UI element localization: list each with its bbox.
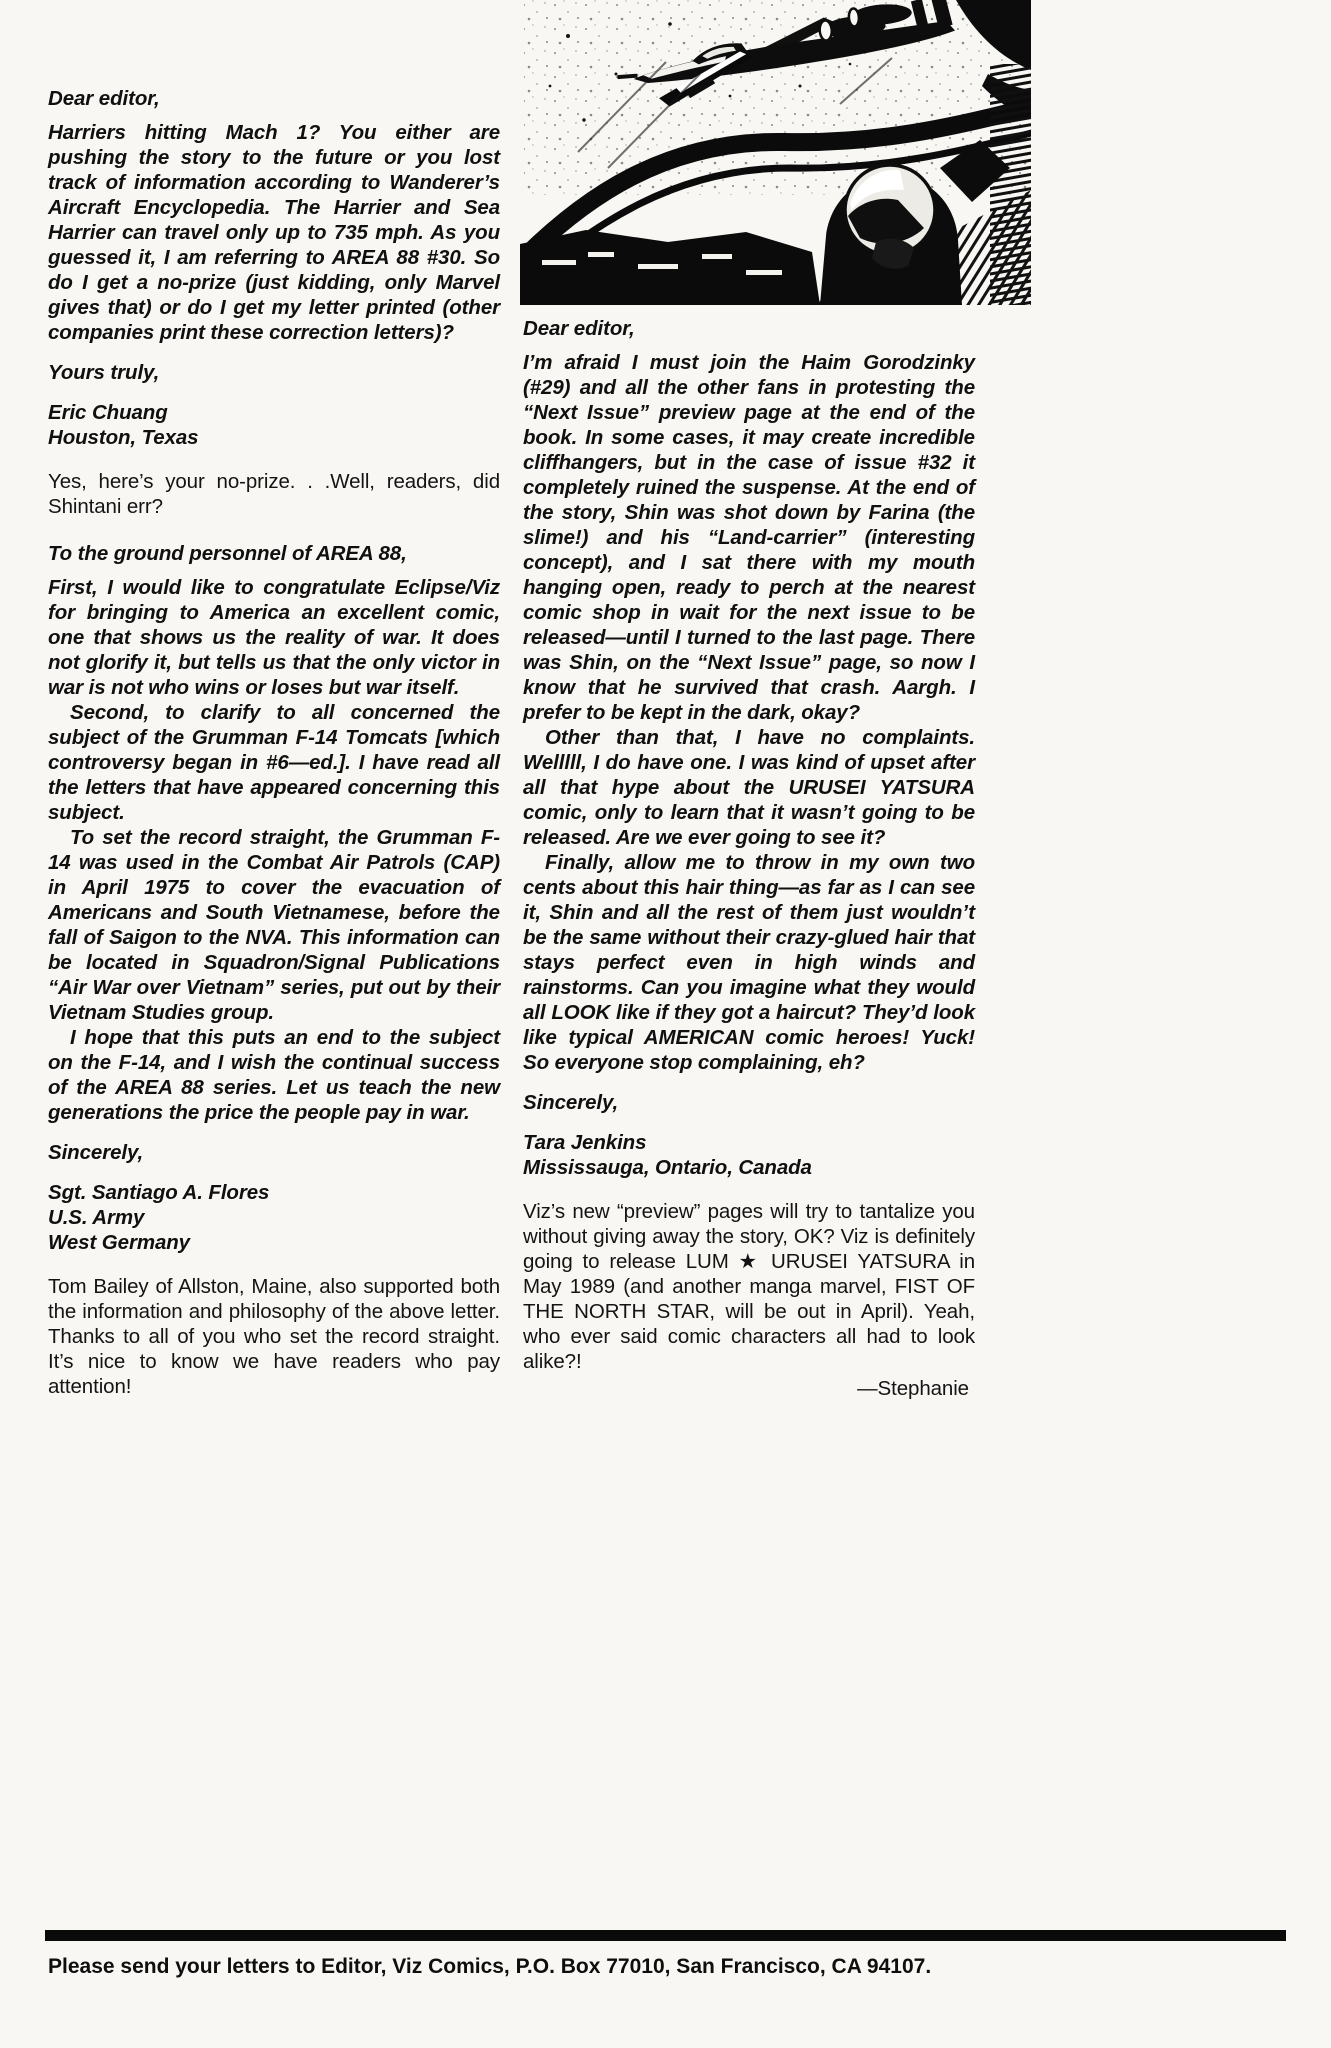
letter-eric-chuang (48, 86, 500, 450)
letter-paragraph: I hope that this puts an end to the subject on the F-14, and I wish the continual success of the AREA 88 series. Let us teach the new generations the price the people pay in war. (48, 1026, 500, 1124)
letter-paragraph: Other than that, I have no complaints. Welllll, I do have one. I was kind of upset after all that hype about the URUSEI YATSURA comic, only to learn that it wasn’t going to be released. Are we ever going to see it? (523, 726, 975, 849)
signature-line: Houston, Texas (48, 426, 199, 449)
letter-paragraph: To set the record straight, the Grumman F-14 was used in the Combat Air Patrols (CAP) in April 1975 to cover the evacuation of Americans and South Vietnamese, before the fall of Saigon to the NVA. This information can be located in Squadron/Signal Publications “Air War over Vietnam” series, put out by their Vietnam Studies group. (48, 826, 500, 1024)
editor-reply: Tom Bailey of Allston, Maine, also supported both the information and philosophy of the above letter. Thanks to all of you who set the record straight. It’s nice to know we have readers who pay attention! (48, 1275, 500, 1398)
left-column (48, 86, 500, 1399)
letter-paragraph: First, I would like to congratulate Eclipse/Viz for bringing to America an excellent comic, one that shows us the reality of war. It does not glorify it, but tells us that the only victor in war is not who wins or loses but war itself. (48, 576, 500, 699)
right-column (523, 316, 975, 1401)
letter-salutation: Dear editor, (523, 317, 635, 340)
editor-reply: Viz’s new “preview” pages will try to tantalize you without giving away the story, OK? Viz is definitely going to release LUM ★ URUSEI YATSURA in May 1989 (and another manga marvel, FIST OF THE NORTH STAR, will be out in April). Yeah, who ever said comic characters all had to look alike?! (523, 1200, 975, 1373)
signature-line: Eric Chuang (48, 401, 168, 424)
signature-line: West Germany (48, 1231, 190, 1254)
letter-closing: Sincerely, (523, 1091, 619, 1114)
letter-paragraph: Harriers hitting Mach 1? You either are pushing the story to the future or you lost track of information according to Wanderer’s Aircraft Encyclopedia. The Harrier and Sea Harrier can travel only up to 735 mph. As you guessed it, I am referring to AREA 88 #30. So do I get a no-prize (just kidding, only Marvel gives that) or do I get my letter printed (other companies print these correction letters)? (48, 121, 500, 344)
letter-signature (48, 400, 500, 450)
signature-line: U.S. Army (48, 1206, 145, 1229)
letter-sgt-flores (48, 541, 500, 1255)
signature-line: Sgt. Santiago A. Flores (48, 1181, 270, 1204)
footer-address: Please send your letters to Editor, Viz Comics, P.O. Box 77010, San Francisco, CA 94107. (48, 1955, 932, 1978)
letter-paragraph: Second, to clarify to all concerned the subject of the Grumman F-14 Tomcats [which controversy began in #6—ed.]. I have read all the letters that have appeared concerning this subject. (48, 701, 500, 824)
letter-salutation: Dear editor, (48, 87, 160, 110)
editor-signoff: —Stephanie (857, 1377, 969, 1400)
letter-signature (48, 1180, 500, 1255)
letter-tara-jenkins (523, 316, 975, 1180)
letter-paragraph: I’m afraid I must join the Haim Gorodzinky (#29) and all the other fans in protesting the “Next Issue” preview page at the end of the book. In some cases, it may create incredible cliffhangers, but in the case of issue #32 it completely ruined the suspense. At the end of the story, Shin was shot down by Farina (the slime!) and his “Land-carrier” (interesting concept), and I sat there with my mouth hanging open, ready to perch at the nearest comic shop in wait for the next issue to be released—until I turned to the last page. There was Shin, on the “Next Issue” page, so now I know that he survived that crash. Aargh. I prefer to be kept in the dark, okay? (523, 351, 975, 724)
signature-line: Mississauga, Ontario, Canada (523, 1156, 812, 1179)
letter-signature (523, 1130, 975, 1180)
cockpit-jet-illustration (520, 0, 1031, 305)
letter-closing: Yours truly, (48, 361, 160, 384)
letter-paragraph: Finally, allow me to throw in my own two cents about this hair thing—as far as I can see it, Shin and all the rest of them just wouldn’t be the same without their crazy-glued hair that stays perfect even in high winds and rainstorms. Can you imagine what they would all LOOK like if they got a haircut? They’d look like typical AMERICAN comic heroes! Yuck! So everyone stop complaining, eh? (523, 851, 975, 1074)
letter-salutation: To the ground personnel of AREA 88, (48, 542, 407, 565)
letter-closing: Sincerely, (48, 1141, 144, 1164)
editor-reply: Yes, here’s your no-prize. . .Well, readers, did Shintani err? (48, 470, 500, 518)
fighter-jet-cockpit-art (520, 0, 1031, 305)
footer-divider (45, 1930, 1286, 1941)
signature-line: Tara Jenkins (523, 1131, 647, 1154)
